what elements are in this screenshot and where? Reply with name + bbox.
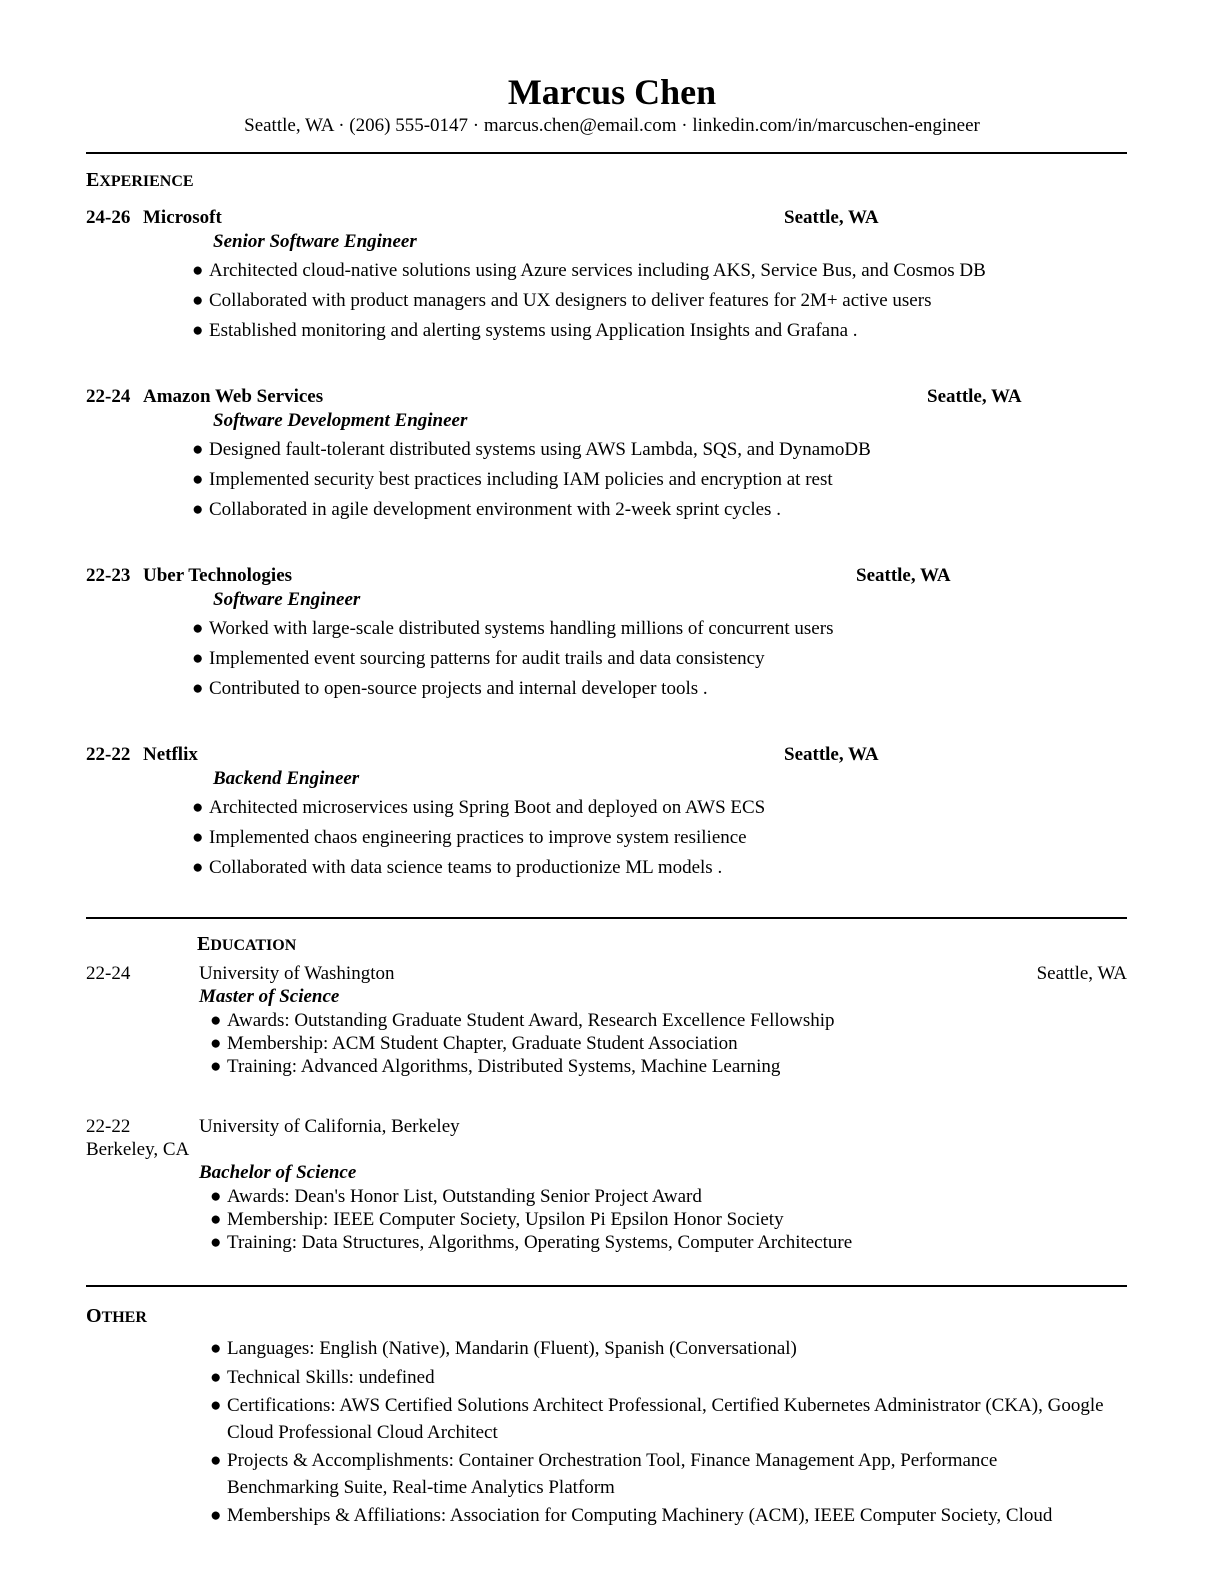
job-dates: 22-22 — [86, 744, 131, 765]
job-bullets — [86, 793, 1127, 883]
bullet-icon: ● — [192, 827, 204, 848]
job-dates: 22-23 — [86, 565, 131, 586]
job-location: Seattle, WA — [784, 207, 879, 228]
job-entry — [86, 385, 1127, 525]
other-item: ● Projects & Accomplishments: Container Orchestration Tool, Finance Management App, Performance Benchmarking Suite, Real-time Analytics Platform — [210, 1450, 998, 1498]
job-bullet: ● Collaborated with data science teams to productionize ML models . — [192, 853, 1127, 883]
candidate-name: Marcus Chen — [507, 72, 717, 112]
bullet-icon: ● — [192, 857, 204, 878]
edu-bullet: ● Awards: Outstanding Graduate Student Award, Research Excellence Fellowship — [210, 1010, 835, 1031]
bullet-icon: ● — [210, 1232, 222, 1253]
bullet-icon: ● — [192, 320, 204, 341]
edu-degree: Bachelor of Science — [199, 1162, 357, 1183]
bullet-icon: ● — [192, 618, 204, 639]
job-location: Seattle, WA — [784, 744, 879, 765]
job-location: Seattle, WA — [856, 565, 951, 586]
education-entry — [86, 962, 1127, 1078]
other-item: ● Memberships & Affiliations: Association for Computing Machinery (ACM), IEEE Computer Society, Cloud — [210, 1503, 1110, 1530]
edu-dates: 22-22 — [86, 1116, 131, 1137]
bullet-icon: ● — [210, 1010, 222, 1031]
divider — [86, 152, 1127, 154]
other-heading: OTHER — [86, 1305, 147, 1327]
bullet-icon: ● — [210, 1209, 222, 1230]
bullet-icon: ● — [192, 499, 204, 520]
job-bullet: ● Collaborated with product managers and UX designers to deliver features for 2M+ active users — [192, 286, 1127, 316]
bullet-icon: ● — [210, 1366, 222, 1388]
edu-bullet: ● Training: Advanced Algorithms, Distributed Systems, Machine Learning — [210, 1056, 781, 1077]
job-bullet: ● Architected cloud-native solutions using Azure services including AKS, Service Bus, and Cosmos DB — [192, 256, 1127, 286]
edu-bullet: ● Membership: ACM Student Chapter, Graduate Student Association — [210, 1033, 738, 1054]
job-dates: 22-24 — [86, 386, 131, 407]
bullet-icon: ● — [210, 1395, 222, 1416]
other-item: ● Languages: English (Native), Mandarin (Fluent), Spanish (Conversational) — [210, 1336, 1110, 1363]
job-title: Senior Software Engineer — [213, 231, 417, 252]
job-title: Software Engineer — [213, 589, 361, 610]
job-company: Amazon Web Services — [143, 386, 324, 407]
bullet-icon: ● — [192, 678, 204, 699]
edu-bullet: ● Training: Data Structures, Algorithms, Operating Systems, Computer Architecture — [210, 1232, 853, 1253]
edu-bullet: ● Awards: Dean's Honor List, Outstanding Senior Project Award — [210, 1186, 702, 1207]
bullet-icon: ● — [210, 1505, 222, 1526]
job-entry — [86, 743, 1127, 883]
education-entry — [86, 1115, 1127, 1254]
education-heading: EDUCATION — [197, 933, 297, 955]
edu-bullet: ● Membership: IEEE Computer Society, Upsilon Pi Epsilon Honor Society — [210, 1209, 784, 1230]
job-title: Backend Engineer — [213, 768, 360, 789]
divider — [86, 917, 1127, 919]
edu-location: Berkeley, CA — [86, 1139, 190, 1160]
job-bullet: ● Implemented chaos engineering practices to improve system resilience — [192, 823, 1127, 853]
job-location: Seattle, WA — [927, 386, 1022, 407]
bullet-icon: ● — [192, 290, 204, 311]
job-bullet: ● Implemented security best practices including IAM policies and encryption at rest — [192, 465, 1127, 495]
other-list — [210, 1336, 1110, 1530]
job-bullet: ● Implemented event sourcing patterns for audit trails and data consistency — [192, 644, 1127, 674]
job-bullets — [86, 256, 1127, 346]
bullet-icon: ● — [192, 469, 204, 490]
job-bullet: ● Worked with large-scale distributed systems handling millions of concurrent users — [192, 614, 1127, 644]
job-bullet: ● Designed fault-tolerant distributed systems using AWS Lambda, SQS, and DynamoDB — [192, 435, 1127, 465]
edu-school: University of Washington — [199, 963, 395, 984]
bullet-icon: ● — [210, 1033, 222, 1054]
job-bullet: ● Established monitoring and alerting systems using Application Insights and Grafana . — [192, 316, 1127, 346]
job-bullet: ● Architected microservices using Spring Boot and deployed on AWS ECS — [192, 793, 1127, 823]
other-item: ● Certifications: AWS Certified Solutions Architect Professional, Certified Kubernetes Administrator (CKA), Google Cloud Professional Cloud Architect — [210, 1395, 1104, 1443]
other-item: ● Technical Skills: undefined — [210, 1365, 1110, 1392]
edu-degree: Master of Science — [199, 986, 340, 1007]
edu-bullets — [86, 1009, 1127, 1078]
bullet-icon: ● — [192, 648, 204, 669]
edu-bullets — [86, 1185, 1127, 1254]
other-section — [210, 1336, 1110, 1532]
job-company: Netflix — [143, 744, 198, 765]
job-entry — [86, 206, 1127, 346]
bullet-icon: ● — [210, 1338, 222, 1359]
bullet-icon: ● — [192, 797, 204, 818]
job-bullet: ● Collaborated in agile development environment with 2-week sprint cycles . — [192, 495, 1127, 525]
edu-dates: 22-24 — [86, 963, 131, 984]
divider — [86, 1285, 1127, 1287]
bullet-icon: ● — [210, 1186, 222, 1207]
edu-location: Seattle, WA — [1036, 963, 1127, 984]
bullet-icon: ● — [192, 260, 204, 281]
job-company: Uber Technologies — [143, 565, 293, 586]
bullet-icon: ● — [210, 1450, 222, 1471]
contact-line: Seattle, WA · (206) 555-0147 · marcus.chen@email.com · linkedin.com/in/marcuschen-engineer — [244, 115, 980, 136]
job-company: Microsoft — [143, 207, 222, 228]
experience-heading: EXPERIENCE — [86, 169, 194, 191]
job-entry — [86, 564, 1127, 704]
job-title: Software Development Engineer — [213, 410, 468, 431]
job-bullet: ● Contributed to open-source projects and internal developer tools . — [192, 674, 1127, 704]
bullet-icon: ● — [192, 439, 204, 460]
job-dates: 24-26 — [86, 207, 131, 228]
edu-school: University of California, Berkeley — [199, 1116, 460, 1137]
job-bullets — [86, 614, 1127, 704]
bullet-icon: ● — [210, 1056, 222, 1077]
job-bullets — [86, 435, 1127, 525]
